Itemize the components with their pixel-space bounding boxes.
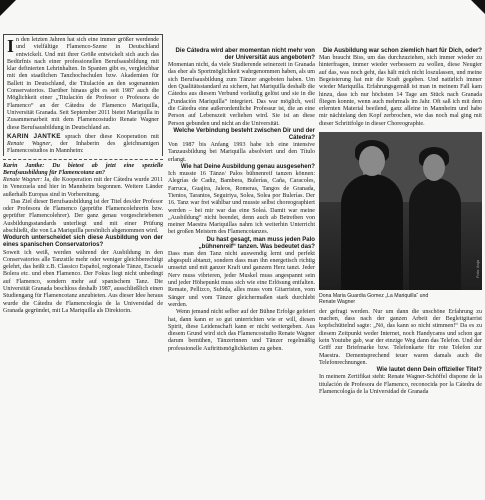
question: Die Ausbildung war schon ziemlich hart für Dich, oder? [322, 48, 482, 54]
answer: In meinem Zertifikat steht: Renate Wagner-Schöffel dispone de la titulación de Profesora de Flamenco, reconocida por la Cátedra de Flamencología de la Universidad de Granada [319, 374, 482, 395]
answer: der gefragt werden. Nur um dann die unschöne Erfahrung zu machen, dass nach der ganzen Arbeit der Begleitgitarrist kopfschüttelnd sagte: „Nö, das kann so nicht stimmen!“ Da es zu diesem Zeitpunkt weder Internet, noch Handycams und schon gar kein Youtube gab, war der einzige Weg dann das Telefon. Und der Griff zur Briefmarke bzw. Telefonkarte für rote Telefon zur Maestra. Dementsprechend teuer waren damals auch die Telefonrechnungen. [319, 308, 482, 366]
answer: Von 1987 bis Anfang 1993 habe ich eine intensive Tanzausbildung bei Mariquilla absolviert und den Título erlangt. [168, 142, 315, 163]
question: Welche Verbindung besteht zwischen Dir und der Cátedra? [173, 127, 315, 141]
question: Wodurch unterscheidet sich diese Ausbildung von der eines spanischen Conservatorios? [3, 235, 163, 249]
author-line: KARIN JANTKE sprach über diese Kooperation mit Renate Wagner, der Inhaberin des gleichnamigen Flamencostudios in Mannheim: [7, 132, 160, 155]
portrait-photo [319, 132, 482, 290]
answer: Das Ziel dieser Berufsausbildung ist der Titel des/der Profesor oder Profesora de Flamenco (geprüfte Flamencolehrerin bzw. geprüfter Flamencolehrer). Der ganz genau vorgeschriebenen Ausbildungsstandards unterliegt und mit einer Prüfung abschließt, die von La Mariquilla persönlich abgenommen wird. [3, 198, 163, 235]
photo-caption: Dona Maria Guardia Gomez „La Mariquilla“ und Renate Wagner [319, 293, 429, 306]
author-name: KARIN JANTKE [7, 132, 61, 140]
intro-box [3, 34, 163, 156]
separator [3, 159, 163, 160]
answer: Wenn jemand nicht selber auf der Bühne Erfolge gefeiert hat, dann kann er so gut unterrichten wie er will, diesen Spirit, diese Leidenschaft kann er nicht weitergeben. Aus diesem Grund wird sich das Flamencostudio Renate Wagner darum bemühen, Tänzerinnen und Tänzer regelmäßig professionelle Auftrittsmöglichkeiten zu geben. [168, 309, 315, 352]
answer: Ich musste 16 Tänze/ Palos bühnenreif tanzen können: Alegrías de Cadiz, Bambera, Bulerías, Caña, Caracoles, Farruca, Guajira, Jaleos, Romeras, Tangos de Granada, Tientos, Tarantos, Seguiriya, Solea, Solea por Bulerías. Der 16. Tanz war frei wählbar und musste selbst choreographiert werden – bei mir war das eine Soleá. Damit war meine „Ausbildung“ nicht beendet, denn auch ab Betreiben von meiner Maestra Mariquillas nahm ich weiterhin Unterricht bei großen Meistern des Flamencotanzes. [168, 171, 315, 236]
answer: Soweit ich weiß, werden während der Ausbildung in den Conservatorios alle Tanzstile mehr oder weniger gleichberechtigt gelehrt, das heißt z.B. Classico Español, regionale Tänze, Escuela Bolera etc. und eben Flamenco. Der Fokus liegt nicht unbedingt auf Flamenco, sondern mehr auf spanischem Tanz. Die Universität Granada beschloss deshalb 1987, ausschließlich einen Studiengang für Flamencotanz anzubieten. Aus dieser Idee heraus wurde die Cátedra de Flamencología de la Universidad de Granada gegründet, mit La Mariquilla als Direktorin. [3, 249, 163, 314]
column-right [319, 0, 482, 500]
answer: Man braucht Biss, um das durchzuziehen, sich immer wieder zu hinterfragen, immer wieder verbessern zu wollen, diese Neugier auf das, was noch geht, das hält mich nicht loszulassen, und meine Begeisterung hat mir die Kraft gegeben. Und natürlich immer wieder Mariquilla. Erfahrungsgemäß ist man in meinem Fall kam hinzu, dass ich nur höchsten 14 Tage am Stück nach Granada fliegen konnte, wenn auch mehrmals im Jahr. Oft saß ich mit dem erlernten Material beeilend, ganz alleine in Mannheim und habe mir nächtelang den Kopf zerbrochen, wie das noch mal ging mit dieser Schrittfolge in dieser Choreographie. [319, 55, 482, 127]
question: Karin Jantke: Du bietest ab jetzt eine spezielle Berufsausbildung für Flamencotanz an? [3, 162, 163, 176]
answer: Dass man den Tanz nicht auswendig lernt und perfekt abgespult abtanzt, sondern dass man ihn energetisch richtig umsetzt und mit ganzer Kraft und ganzem Herz tanzt. Jeder Nerv muss vibrieren, jeder Muskel muss angespannt sein und jeder Höhepunkt muss sich wie eine Erlösung entfalten. Remate, Pellizco, Subida, alles muss vom Gitarristen, vom Sänger und vom Tänzer gleichermaßen stark durchlebt werden. [168, 250, 315, 308]
question: Wie lautet denn Dein offizieller Titel? [376, 367, 482, 374]
question: Wie hat Deine Ausbildung genau ausgesehen? [180, 163, 315, 170]
column-left [3, 0, 163, 500]
answer: Momentan nicht, da viele Studierende seinerzeit in Granada das eher als Sportmöglichkeit wahrgenommen haben, als um sich Berufsausbildung zum Tänzer angeboten haben. Um den Qualitätsstandard zu sichern, hat Mariquilla deshalb die Cátedra aus diesem Verbund vorläufig gelöst und sie in die „Fundación Mariquilla“ integriert. Das war möglich, weil die Cátedra eine außerordentliche Professur ist, die an eine Person auf Lebenszeit verliehen wird. Sie ist an diese Person gebunden und nicht an die Universität. [168, 62, 315, 127]
question: Die Cátedra wird aber momentan nicht mehr von der Universität aus angeboten? [175, 48, 315, 62]
photo-credit: Foto: Anja [474, 260, 480, 279]
drop-cap: I [7, 36, 15, 56]
intro-text: n den letzten Jahren hat sich eine immer größer werdende und vielfältige Flamenco-Szene in Deutschland entwickelt. Und mit ihrer Größe entwickelt sich auch das Bedürfnis nach einer professionellen Berufsausbildung mit klar definierten Lehrinhalten. In Spanien gibt es, vergleichbar mit den staatlichen Tanzhochschulen bzw. Akademien für Ballett in Deutschland, die Titulación an den sogenannten Conservatorios. Darüber hinaus gibt es seit 1987 auch die Möglichkeit einer „Titulación de Profesor o Profesora de Flamenco“ an der Cátedra de Flamenco Mariquilla, Universität Granada. Seit September 2011 bietet Mariquilla in Zusammenarbeit mit dem Flamencostudio Renate Wagner diese Berufsausbildung in Deutschland an. [7, 37, 159, 131]
question: Du hast gesagt, man muss jeden Palo „bühnenreif“ tanzen. Was bedeutet das? [198, 236, 315, 250]
answer: Renate Wagner: Ja, die Kooperation mit der Cátedra wurde 2011 in Venezuela und hier in Mannheim begonnen. Weitere Länder außerhalb Europas sind in Vorbereitung. [3, 176, 163, 198]
column-middle [168, 0, 315, 500]
